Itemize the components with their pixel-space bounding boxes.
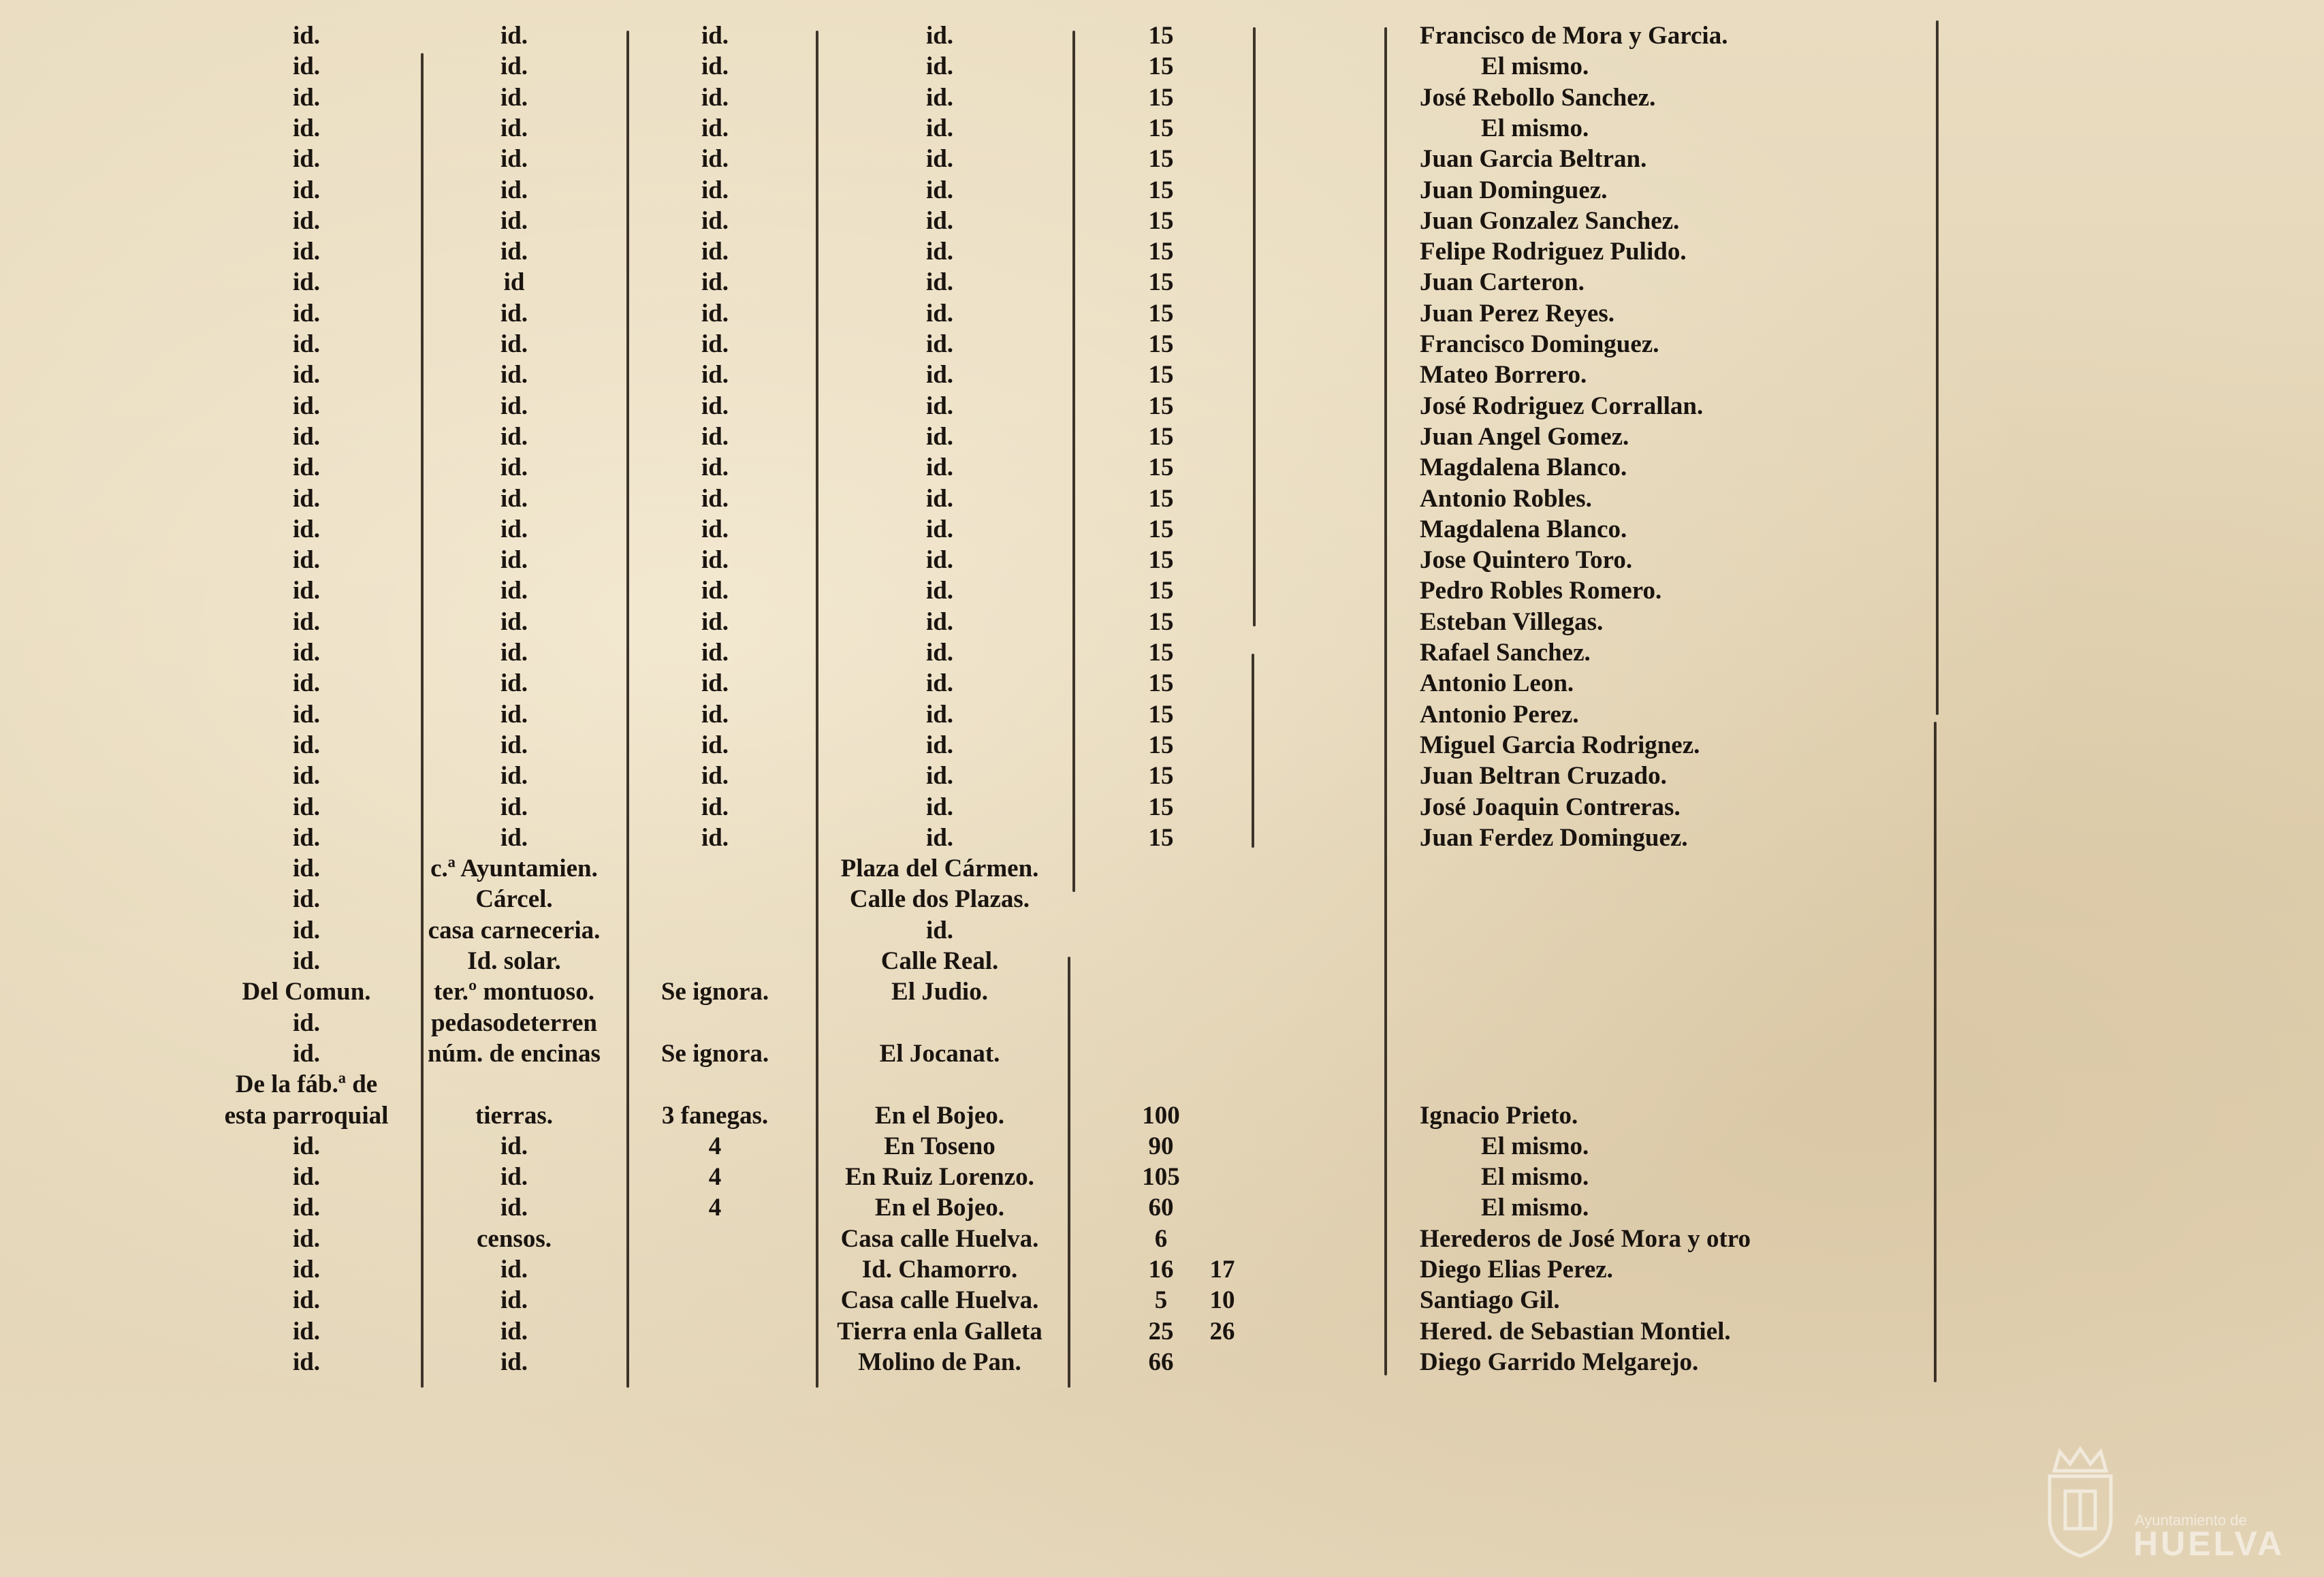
extent-cell: id.	[701, 484, 729, 513]
amount-cell: 15	[1148, 762, 1174, 791]
tenant-cell: José Rebollo Sanchez.	[1420, 83, 1656, 112]
table-row	[0, 206, 2324, 236]
amount-cell: 15	[1148, 238, 1174, 266]
property-cell: id	[503, 268, 525, 297]
amount-cell: 15	[1148, 546, 1174, 575]
owner-cell: id.	[292, 22, 321, 50]
property-cell: pedasodeterren	[431, 1008, 597, 1037]
location-cell: id.	[925, 731, 954, 759]
tenant-cell: Antonio Perez.	[1420, 700, 1579, 729]
property-cell: id.	[500, 52, 528, 81]
location-cell: En el Bojeo.	[874, 1194, 1005, 1222]
property-cell: id.	[500, 515, 528, 543]
fraction-cell: 10	[1209, 1286, 1235, 1315]
property-cell: id.	[500, 1256, 528, 1284]
extent-cell: Se ignora.	[660, 978, 769, 1006]
location-cell: El Jocanat.	[879, 1039, 1000, 1068]
property-cell: id.	[500, 453, 528, 482]
tenant-cell: Juan Gonzalez Sanchez.	[1420, 206, 1680, 235]
extent-cell: id.	[701, 238, 729, 266]
extent-cell: id.	[701, 731, 729, 759]
owner-cell: id.	[292, 1039, 321, 1068]
table-row	[0, 607, 2324, 637]
owner-cell: id.	[292, 1348, 321, 1376]
amount-cell: 15	[1148, 206, 1174, 235]
extent-cell: id.	[701, 299, 729, 328]
table-row	[0, 360, 2324, 390]
location-cell: id.	[925, 577, 954, 605]
amount-cell: 15	[1148, 176, 1174, 204]
owner-cell: id.	[292, 453, 321, 482]
owner-cell: id.	[292, 422, 321, 451]
amount-cell: 15	[1148, 453, 1174, 482]
owner-cell: id.	[292, 577, 321, 605]
tenant-cell: Francisco Dominguez.	[1420, 330, 1659, 358]
property-cell: id.	[500, 114, 528, 142]
location-cell: id.	[925, 422, 954, 451]
owner-cell: id.	[292, 1194, 321, 1222]
location-cell: id.	[925, 515, 954, 543]
table-row	[0, 20, 2324, 51]
location-cell: id.	[925, 793, 954, 821]
table-row	[0, 823, 2324, 853]
table-row	[0, 1162, 2324, 1192]
property-cell: id.	[500, 484, 528, 513]
location-cell: Molino de Pan.	[858, 1348, 1021, 1376]
tenant-cell: Diego Elias Perez.	[1420, 1256, 1613, 1284]
tenant-cell: Juan Angel Gomez.	[1420, 422, 1629, 451]
tenant-cell: Jose Quintero Toro.	[1420, 546, 1633, 575]
table-row	[0, 976, 2324, 1007]
amount-cell: 15	[1148, 484, 1174, 513]
location-cell: id.	[925, 453, 954, 482]
amount-cell: 15	[1148, 299, 1174, 328]
tenant-cell: Antonio Leon.	[1420, 669, 1574, 698]
table-row	[0, 1316, 2324, 1347]
owner-cell: id.	[292, 52, 321, 81]
extent-cell: id.	[701, 639, 729, 667]
property-cell: id.	[500, 22, 528, 50]
tenant-cell: El mismo.	[1481, 1163, 1589, 1192]
location-cell: id.	[925, 22, 954, 50]
location-cell: id.	[925, 639, 954, 667]
amount-cell: 15	[1148, 361, 1174, 389]
table-row	[0, 1008, 2324, 1038]
tenant-cell: Juan Dominguez.	[1420, 176, 1608, 204]
property-cell: id.	[500, 1317, 528, 1345]
location-cell: Calle dos Plazas.	[849, 885, 1030, 914]
amount-cell: 15	[1148, 700, 1174, 729]
amount-cell: 15	[1148, 145, 1174, 174]
owner-cell: id.	[292, 546, 321, 575]
location-cell: id.	[925, 176, 954, 204]
location-cell: id.	[925, 330, 954, 358]
extent-cell: 4	[708, 1194, 722, 1222]
property-cell: id.	[500, 669, 528, 698]
location-cell: Id. Chamorro.	[861, 1256, 1018, 1284]
table-row	[0, 853, 2324, 884]
property-cell: id.	[500, 731, 528, 759]
table-row	[0, 575, 2324, 606]
table-row	[0, 329, 2324, 360]
property-cell: id.	[500, 238, 528, 266]
tenant-cell: Miguel Garcia Rodrignez.	[1420, 731, 1700, 759]
location-cell: Casa calle Huelva.	[840, 1286, 1039, 1315]
tenant-cell: José Joaquin Contreras.	[1420, 793, 1681, 821]
owner-cell: id.	[292, 639, 321, 667]
property-cell: id.	[500, 422, 528, 451]
location-cell: id.	[925, 762, 954, 791]
tenant-cell: Ignacio Prieto.	[1420, 1101, 1578, 1130]
owner-cell: id.	[292, 731, 321, 759]
table-row	[0, 668, 2324, 699]
location-cell: id.	[925, 484, 954, 513]
table-row	[0, 144, 2324, 174]
owner-cell: id.	[292, 1163, 321, 1192]
amount-cell: 15	[1148, 731, 1174, 759]
amount-cell: 15	[1148, 330, 1174, 358]
table-row	[0, 915, 2324, 946]
table-row	[0, 236, 2324, 267]
property-cell: id.	[500, 1286, 528, 1315]
owner-cell: id.	[292, 669, 321, 698]
table-row	[0, 1224, 2324, 1254]
location-cell: id.	[925, 392, 954, 420]
amount-cell: 5	[1154, 1286, 1168, 1315]
property-cell: id.	[500, 1348, 528, 1376]
owner-cell: id.	[292, 484, 321, 513]
extent-cell: id.	[701, 22, 729, 50]
tenant-cell: Magdalena Blanco.	[1420, 453, 1627, 482]
fraction-cell: 17	[1209, 1256, 1235, 1284]
property-cell: id.	[500, 361, 528, 389]
amount-cell: 15	[1148, 823, 1174, 852]
extent-cell: id.	[701, 392, 729, 420]
property-cell: id.	[500, 823, 528, 852]
location-cell: En Toseno	[884, 1132, 996, 1160]
property-cell: id.	[500, 577, 528, 605]
crown-shield-icon	[2039, 1444, 2121, 1559]
tenant-cell: Rafael Sanchez.	[1420, 639, 1591, 667]
amount-cell: 15	[1148, 607, 1174, 636]
amount-cell: 25	[1148, 1317, 1174, 1345]
amount-cell: 105	[1142, 1163, 1180, 1192]
location-cell: El Judio.	[891, 978, 988, 1006]
owner-cell: id.	[292, 145, 321, 174]
owner-cell: id.	[292, 83, 321, 112]
table-row	[0, 1069, 2324, 1100]
table-row	[0, 637, 2324, 668]
property-cell: casa carneceria.	[428, 916, 601, 944]
amount-cell: 16	[1148, 1256, 1174, 1284]
tenant-cell: Antonio Robles.	[1420, 484, 1592, 513]
owner-cell: Del Comun.	[242, 978, 371, 1006]
owner-cell: De la fáb.ª de	[235, 1070, 378, 1099]
table-row	[0, 1038, 2324, 1069]
property-cell: censos.	[477, 1224, 552, 1253]
owner-cell: id.	[292, 607, 321, 636]
table-row	[0, 483, 2324, 514]
location-cell: Tierra enla Galleta	[837, 1317, 1042, 1345]
tenant-cell: Juan Beltran Cruzado.	[1420, 762, 1667, 791]
property-cell: id.	[500, 1163, 528, 1192]
tenant-cell: Magdalena Blanco.	[1420, 515, 1627, 543]
property-cell: id.	[500, 176, 528, 204]
property-cell: núm. de encinas	[428, 1039, 601, 1068]
owner-cell: id.	[292, 1256, 321, 1284]
extent-cell: id.	[701, 176, 729, 204]
extent-cell: 4	[708, 1163, 722, 1192]
property-cell: id.	[500, 145, 528, 174]
owner-cell: id.	[292, 1317, 321, 1345]
amount-cell: 60	[1148, 1194, 1174, 1222]
property-cell: id.	[500, 762, 528, 791]
tenant-cell: El mismo.	[1481, 52, 1589, 81]
table-row	[0, 51, 2324, 82]
amount-cell: 15	[1148, 639, 1174, 667]
location-cell: id.	[925, 607, 954, 636]
table-row	[0, 761, 2324, 791]
owner-cell: id.	[292, 793, 321, 821]
table-row	[0, 946, 2324, 976]
location-cell: id.	[925, 823, 954, 852]
location-cell: id.	[925, 669, 954, 698]
property-cell: c.ª Ayuntamien.	[430, 855, 598, 883]
tenant-cell: Esteban Villegas.	[1420, 607, 1604, 636]
owner-cell: id.	[292, 916, 321, 944]
property-cell: ter.º montuoso.	[434, 978, 594, 1006]
amount-cell: 15	[1148, 515, 1174, 543]
table-row	[0, 699, 2324, 730]
owner-cell: id.	[292, 700, 321, 729]
extent-cell: 4	[708, 1132, 722, 1160]
tenant-cell: Felipe Rodriguez Pulido.	[1420, 238, 1687, 266]
owner-cell: id.	[292, 392, 321, 420]
property-cell: Cárcel.	[475, 885, 553, 914]
amount-cell: 6	[1154, 1224, 1168, 1253]
tenant-cell: Pedro Robles Romero.	[1420, 577, 1662, 605]
extent-cell: id.	[701, 607, 729, 636]
table-row	[0, 175, 2324, 206]
table-row	[0, 82, 2324, 113]
location-cell: id.	[925, 361, 954, 389]
extent-cell: 3 fanegas.	[661, 1101, 769, 1130]
table-row	[0, 391, 2324, 421]
location-cell: id.	[925, 206, 954, 235]
tenant-cell: Herederos de José Mora y otro	[1420, 1224, 1751, 1253]
amount-cell: 15	[1148, 793, 1174, 821]
property-cell: id.	[500, 607, 528, 636]
table-row	[0, 884, 2324, 914]
amount-cell: 15	[1148, 83, 1174, 112]
location-cell: id.	[925, 916, 954, 944]
tenant-cell: El mismo.	[1481, 114, 1589, 142]
location-cell: id.	[925, 52, 954, 81]
property-cell: id.	[500, 793, 528, 821]
fraction-cell: 26	[1209, 1317, 1235, 1345]
property-cell: id.	[500, 1132, 528, 1160]
property-cell: id.	[500, 299, 528, 328]
extent-cell: id.	[701, 114, 729, 142]
table-row	[0, 1347, 2324, 1377]
location-cell: Casa calle Huelva.	[840, 1224, 1039, 1253]
owner-cell: id.	[292, 268, 321, 297]
tenant-cell: Juan Ferdez Dominguez.	[1420, 823, 1688, 852]
location-cell: id.	[925, 700, 954, 729]
extent-cell: id.	[701, 361, 729, 389]
property-cell: id.	[500, 546, 528, 575]
extent-cell: id.	[701, 453, 729, 482]
extent-cell: Se ignora.	[660, 1039, 769, 1068]
location-cell: Plaza del Cármen.	[840, 855, 1039, 883]
property-cell: tierras.	[475, 1101, 554, 1130]
owner-cell: id.	[292, 1008, 321, 1037]
location-cell: id.	[925, 268, 954, 297]
tenant-cell: Hered. de Sebastian Montiel.	[1420, 1317, 1731, 1345]
owner-cell: id.	[292, 947, 321, 975]
watermark-subtitle: Ayuntamiento de	[2135, 1512, 2247, 1529]
tenant-cell: Juan Carteron.	[1420, 268, 1585, 297]
extent-cell: id.	[701, 577, 729, 605]
owner-cell: id.	[292, 855, 321, 883]
owner-cell: id.	[292, 1286, 321, 1315]
extent-cell: id.	[701, 793, 729, 821]
amount-cell: 15	[1148, 268, 1174, 297]
table-row	[0, 792, 2324, 823]
property-cell: id.	[500, 639, 528, 667]
location-cell: id.	[925, 145, 954, 174]
property-cell: id.	[500, 83, 528, 112]
extent-cell: id.	[701, 52, 729, 81]
extent-cell: id.	[701, 669, 729, 698]
owner-cell: id.	[292, 206, 321, 235]
table-row	[0, 1285, 2324, 1316]
tenant-cell: Diego Garrido Melgarejo.	[1420, 1348, 1699, 1376]
extent-cell: id.	[701, 823, 729, 852]
table-row	[0, 267, 2324, 298]
owner-cell: id.	[292, 1224, 321, 1253]
amount-cell: 15	[1148, 669, 1174, 698]
owner-cell: id.	[292, 176, 321, 204]
location-cell: id.	[925, 299, 954, 328]
tenant-cell: Juan Garcia Beltran.	[1420, 145, 1647, 174]
location-cell: id.	[925, 114, 954, 142]
tenant-cell: José Rodriguez Corrallan.	[1420, 392, 1704, 420]
owner-cell: id.	[292, 823, 321, 852]
amount-cell: 66	[1148, 1348, 1174, 1376]
location-cell: id.	[925, 546, 954, 575]
owner-cell: id.	[292, 885, 321, 914]
table-row	[0, 113, 2324, 144]
extent-cell: id.	[701, 206, 729, 235]
property-cell: id.	[500, 206, 528, 235]
tenant-cell: Santiago Gil.	[1420, 1286, 1560, 1315]
owner-cell: id.	[292, 361, 321, 389]
extent-cell: id.	[701, 762, 729, 791]
tenant-cell: El mismo.	[1481, 1194, 1589, 1222]
table-row	[0, 1100, 2324, 1131]
property-cell: id.	[500, 700, 528, 729]
table-row	[0, 1131, 2324, 1162]
tenant-cell: Juan Perez Reyes.	[1420, 299, 1614, 328]
owner-cell: id.	[292, 299, 321, 328]
amount-cell: 15	[1148, 577, 1174, 605]
property-cell: id.	[500, 330, 528, 358]
tenant-cell: El mismo.	[1481, 1132, 1589, 1160]
tenant-cell: Mateo Borrero.	[1420, 361, 1587, 389]
owner-cell: id.	[292, 1132, 321, 1160]
extent-cell: id.	[701, 268, 729, 297]
amount-cell: 15	[1148, 22, 1174, 50]
table-row	[0, 298, 2324, 329]
amount-cell: 15	[1148, 114, 1174, 142]
location-cell: id.	[925, 83, 954, 112]
table-row	[0, 545, 2324, 575]
extent-cell: id.	[701, 515, 729, 543]
owner-cell: id.	[292, 238, 321, 266]
table-row	[0, 421, 2324, 452]
location-cell: Calle Real.	[880, 947, 999, 975]
owner-cell: id.	[292, 762, 321, 791]
amount-cell: 100	[1142, 1101, 1180, 1130]
watermark-logo	[2039, 1444, 2298, 1563]
extent-cell: id.	[701, 700, 729, 729]
table-row	[0, 1254, 2324, 1285]
property-cell: id.	[500, 1194, 528, 1222]
amount-cell: 15	[1148, 392, 1174, 420]
watermark-title: HUELVA	[2133, 1525, 2285, 1563]
location-cell: En Ruiz Lorenzo.	[845, 1163, 1034, 1192]
table-row	[0, 730, 2324, 761]
location-cell: En el Bojeo.	[874, 1101, 1005, 1130]
extent-cell: id.	[701, 546, 729, 575]
owner-cell: esta parroquial	[224, 1101, 389, 1130]
owner-cell: id.	[292, 515, 321, 543]
property-cell: Id. solar.	[467, 947, 561, 975]
tenant-cell: Francisco de Mora y Garcia.	[1420, 22, 1728, 50]
property-cell: id.	[500, 392, 528, 420]
table-row	[0, 1192, 2324, 1223]
table-row	[0, 452, 2324, 483]
location-cell: id.	[925, 238, 954, 266]
amount-cell: 15	[1148, 52, 1174, 81]
owner-cell: id.	[292, 114, 321, 142]
amount-cell: 15	[1148, 422, 1174, 451]
extent-cell: id.	[701, 83, 729, 112]
extent-cell: id.	[701, 145, 729, 174]
extent-cell: id.	[701, 330, 729, 358]
extent-cell: id.	[701, 422, 729, 451]
amount-cell: 90	[1148, 1132, 1174, 1160]
table-row	[0, 514, 2324, 545]
owner-cell: id.	[292, 330, 321, 358]
